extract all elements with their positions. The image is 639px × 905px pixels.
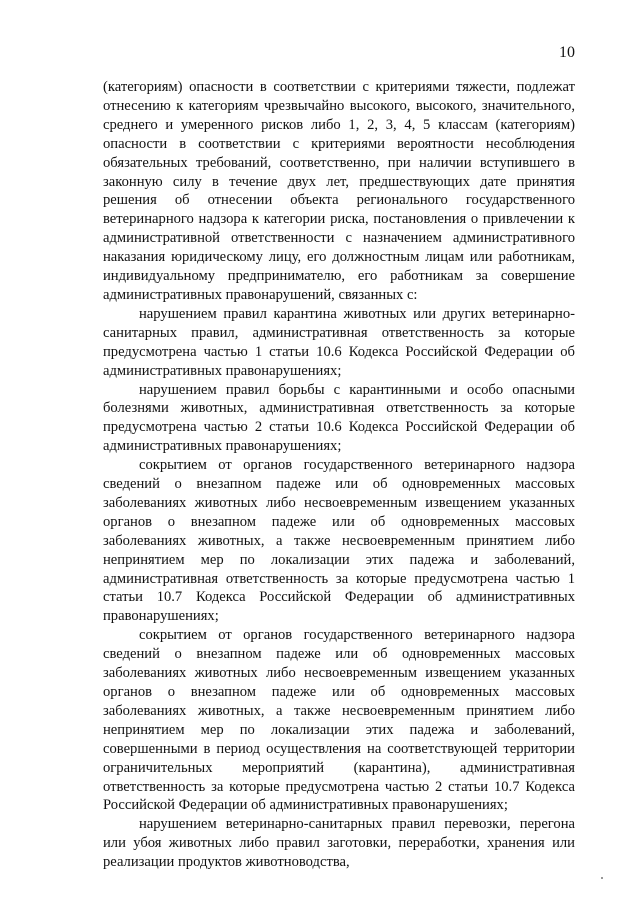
paragraph-violation-quarantine-rules: нарушением правил карантина животных или других ветеринарно-санитарных правил, административная ответственность за которые предусмотрена частью 1 статьи 10.6 Кодекса Российской Федерации об административных правонарушениях; <box>103 305 575 379</box>
paragraph-concealment-part-2: сокрытием от органов государственного ветеринарного надзора сведений о внезапном падеже или об одновременных массовых заболеваниях животных либо несвоевременным извещением указанных органов о внезапном падеже или об одновременных массовых заболеваниях животных, а также несвоевременным принятием либо непринятием мер по локализации этих падежа и заболеваний, совершенными в период осуществления на соответствующей территории ограничительных мероприятий (карантина), административная ответственность за которые предусмотрена частью 2 статьи 10.7 Кодекса Российской Федерации об административных правонарушениях; <box>103 627 575 814</box>
scan-speck <box>601 877 603 879</box>
page-number: 10 <box>559 44 575 61</box>
paragraph-transport-slaughter-rules: нарушением ветеринарно-санитарных правил перевозки, перегона или убоя животных либо правил заготовки, переработки, хранения или реализации продуктов животноводства, <box>103 816 575 871</box>
paragraph-violation-disease-control: нарушением правил борьбы с карантинными и особо опасными болезнями животных, административная ответственность за которые предусмотрена частью 2 статьи 10.6 Кодекса Российской Федерации об административных правонарушениях; <box>103 381 575 455</box>
paragraph-continuation: (категориям) опасности в соответствии с критериями тяжести, подлежат отнесению к категориям чрезвычайно высокого, высокого, значительного, среднего и умеренного рисков либо 1, 2, 3, 4, 5 классам (категориям) опасности в соответствии с критериями вероятности несоблюдения обязательных требований, соответственно, при наличии вступившего в законную силу в течение двух лет, предшествующих дате принятия решения об отнесении объекта регионального государственного ветеринарного надзора к категории риска, постановления о привлечении к административной ответственности с назначением административного наказания юридическому лицу, его должностным лицам или работникам, индивидуальному предпринимателю, его работникам за совершение административных правонарушений, связанных с: <box>103 79 575 303</box>
paragraph-concealment-part-1: сокрытием от органов государственного ветеринарного надзора сведений о внезапном падеже или об одновременных массовых заболеваниях животных либо несвоевременным извещением указанных органов о внезапном падеже или об одновременных массовых заболеваниях животных, а также несвоевременным принятием либо непринятием мер по локализации этих падежа и заболеваний, административная ответственность за которые предусмотрена частью 1 статьи 10.7 Кодекса Российской Федерации об административных правонарушениях; <box>103 457 575 625</box>
document-body <box>103 78 575 872</box>
